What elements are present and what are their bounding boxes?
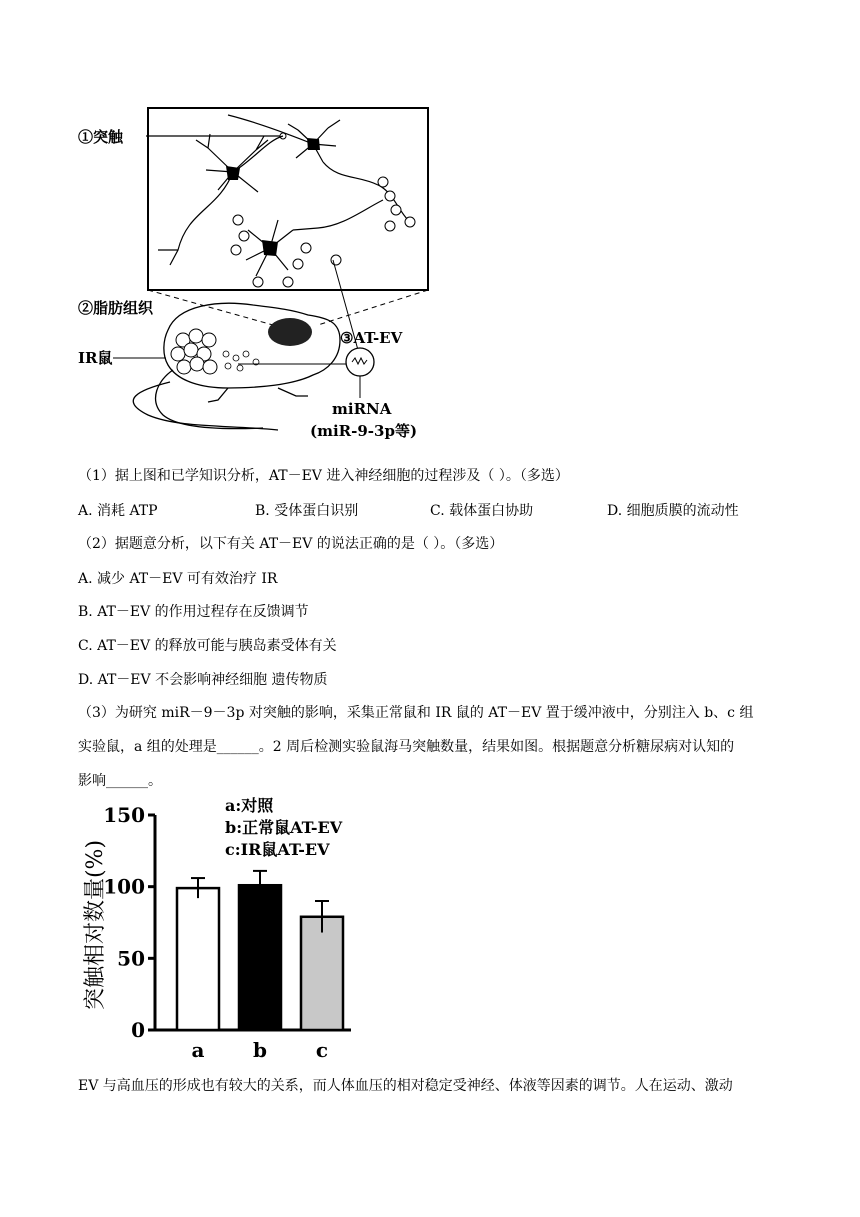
neuron-3-body [262, 240, 278, 256]
chart-legend [225, 796, 343, 859]
q1-option-a: A. 消耗 ATP [78, 503, 158, 519]
legend-entry: a:对照 [225, 796, 274, 815]
ev-particles [223, 351, 259, 371]
q2-option-a: A. 减少 AT－EV 可有效治疗 IR [78, 571, 278, 587]
diagram-svg [78, 100, 438, 450]
chart-svg [80, 795, 390, 1065]
neuron-1-body [226, 166, 240, 180]
label-ir-mouse: IR鼠 [78, 349, 113, 367]
neuron-mouse-diagram [78, 100, 438, 450]
x-tick-label-a: a [191, 1038, 205, 1062]
atev-circle [346, 348, 374, 376]
neuron-2-body [307, 138, 320, 150]
footer-text: EV 与高血压的形成也有较大的关系，而人体血压的相对稳定受神经、体液等因素的调节。人在运动、激动 [78, 1078, 733, 1094]
adipose-cluster [171, 329, 217, 374]
q3-line-3: 影响______。 [78, 773, 162, 789]
bar-a [177, 888, 219, 1030]
q2-option-c: C. AT－EV 的释放可能与胰岛素受体有关 [78, 638, 337, 654]
q2-stem: （2）据题意分析，以下有关 AT－EV 的说法正确的是（ ）。（多选） [78, 536, 504, 552]
y-tick-label: 100 [103, 874, 145, 899]
q3-line-2: 实验鼠，a 组的处理是______。2 周后检测实验鼠海马突触数量，结果如图。根据题意分析糖尿病对认知的 [78, 739, 735, 755]
q2-option-b: B. AT－EV 的作用过程存在反馈调节 [78, 604, 309, 620]
q2-option-d: D. AT－EV 不会影响神经细胞 遗传物质 [78, 672, 328, 688]
bar-c [301, 917, 343, 1030]
y-tick-label: 0 [131, 1018, 145, 1042]
label-atev: ③AT-EV [340, 329, 403, 347]
q1-option-c: C. 载体蛋白协助 [430, 503, 534, 519]
legend-entry: b:正常鼠AT-EV [225, 818, 343, 837]
zoom-line-right [318, 290, 428, 325]
zoom-line-left [148, 290, 273, 325]
q3-line-1: （3）为研究 miR－9－3p 对突触的影响，采集正常鼠和 IR 鼠的 AT－EV 置于缓冲液中，分别注入 b、c 组 [78, 705, 754, 721]
label-mirna: miRNA [332, 400, 392, 418]
y-axis-label: 突触相对数量(%) [83, 839, 108, 1011]
label-synapse: ①突触 [78, 128, 124, 146]
neuron-2 [228, 115, 408, 220]
bar-b [239, 885, 281, 1030]
q1-stem: （1）据上图和已学知识分析，AT－EV 进入神经细胞的过程涉及（ ）。（多选） [78, 468, 569, 484]
x-tick-label-b: b [253, 1038, 267, 1062]
x-tick-label-c: c [315, 1038, 329, 1062]
y-tick-label: 150 [103, 803, 145, 827]
mouse-brain [268, 318, 312, 346]
chart-bars [177, 871, 343, 1062]
synapse-bar-chart [80, 795, 390, 1065]
mouse-tail [133, 382, 278, 430]
label-mirna-example: (miR-9-3p等) [310, 422, 418, 440]
q1-option-b: B. 受体蛋白识别 [255, 503, 359, 519]
legend-entry: c:IR鼠AT-EV [225, 840, 330, 859]
label-adipose: ②脂肪组织 [78, 299, 154, 317]
q1-option-d: D. 细胞质膜的流动性 [607, 503, 739, 519]
y-tick-label: 50 [117, 946, 145, 971]
neuron-3 [246, 200, 383, 276]
